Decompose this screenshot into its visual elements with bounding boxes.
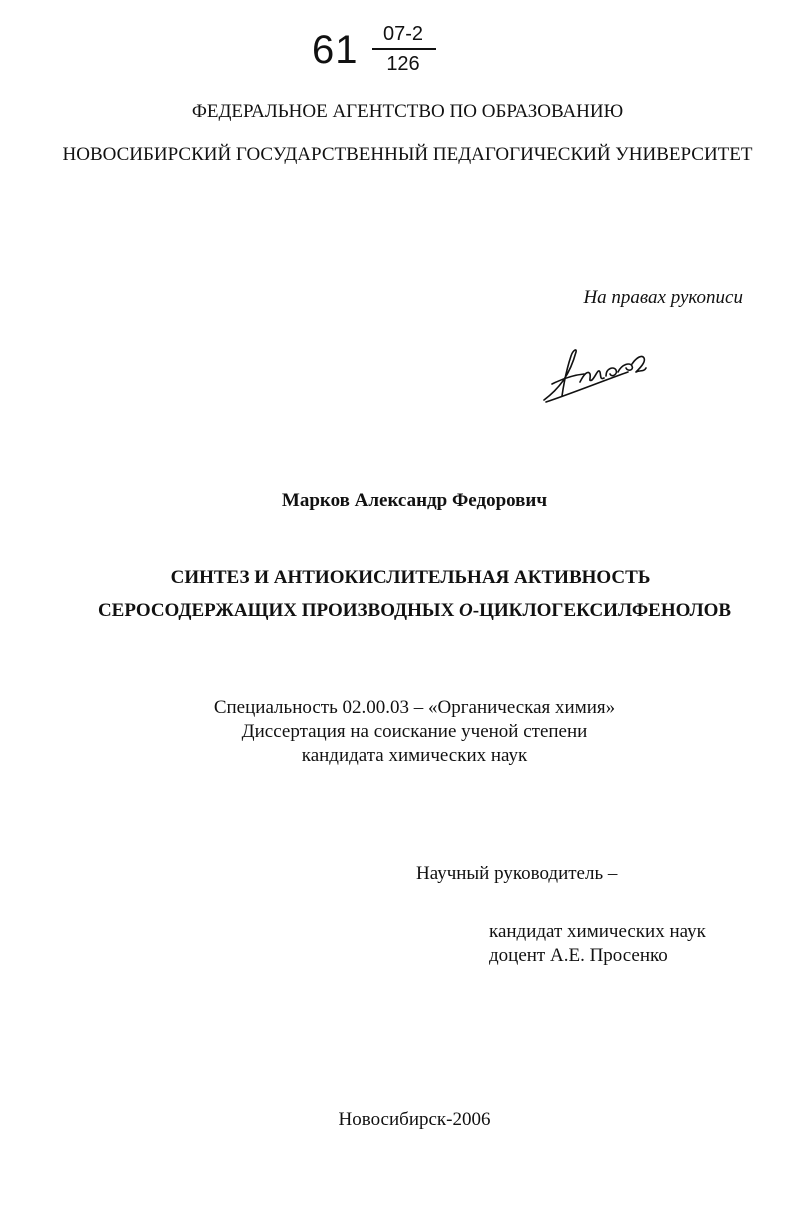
library-code-numerator: 07-2 — [382, 23, 424, 45]
thesis-title-line-2-end: -ЦИКЛОГЕКСИЛФЕНОЛОВ — [472, 600, 732, 621]
specialty-line: Специальность 02.00.03 – «Органическая химия» — [213, 697, 616, 718]
manuscript-rights-note: На правах рукописи — [583, 287, 743, 308]
agency-name: ФЕДЕРАЛЬНОЕ АГЕНТСТВО ПО ОБРАЗОВАНИЮ — [191, 101, 624, 122]
thesis-title-ortho-prefix: О — [459, 600, 473, 621]
library-code-main: 61 — [312, 28, 359, 72]
handwritten-signature — [540, 338, 650, 408]
advisor-name: доцент А.Е. Просенко — [489, 945, 668, 966]
signature-stroke — [552, 374, 584, 384]
author-name: Марков Александр Федорович — [281, 490, 548, 511]
city-year: Новосибирск-2006 — [338, 1109, 491, 1130]
dissertation-line: Диссертация на соискание ученой степени — [241, 721, 588, 742]
signature-stroke — [618, 364, 632, 372]
signature-stroke — [580, 371, 604, 382]
library-code-stamp — [312, 24, 442, 82]
advisor-degree: кандидат химических наук — [489, 921, 706, 942]
thesis-title-line-2 — [0, 599, 799, 623]
signature-stroke — [606, 368, 616, 376]
library-code-fraction-bar — [372, 48, 436, 50]
thesis-title-line-1: СИНТЕЗ И АНТИОКИСЛИТЕЛЬНАЯ АКТИВНОСТЬ — [170, 567, 651, 588]
signature-stroke — [632, 356, 646, 372]
degree-line: кандидата химических наук — [301, 745, 528, 766]
advisor-label: Научный руководитель – — [416, 863, 618, 884]
thesis-title-line-2-start: СЕРОСОДЕРЖАЩИХ ПРОИЗВОДНЫХ — [97, 600, 460, 621]
library-code-denominator: 126 — [386, 53, 420, 75]
university-name: НОВОСИБИРСКИЙ ГОСУДАРСТВЕННЫЙ ПЕДАГОГИЧЕСКИЙ УНИВЕРСИТЕТ — [62, 144, 753, 165]
